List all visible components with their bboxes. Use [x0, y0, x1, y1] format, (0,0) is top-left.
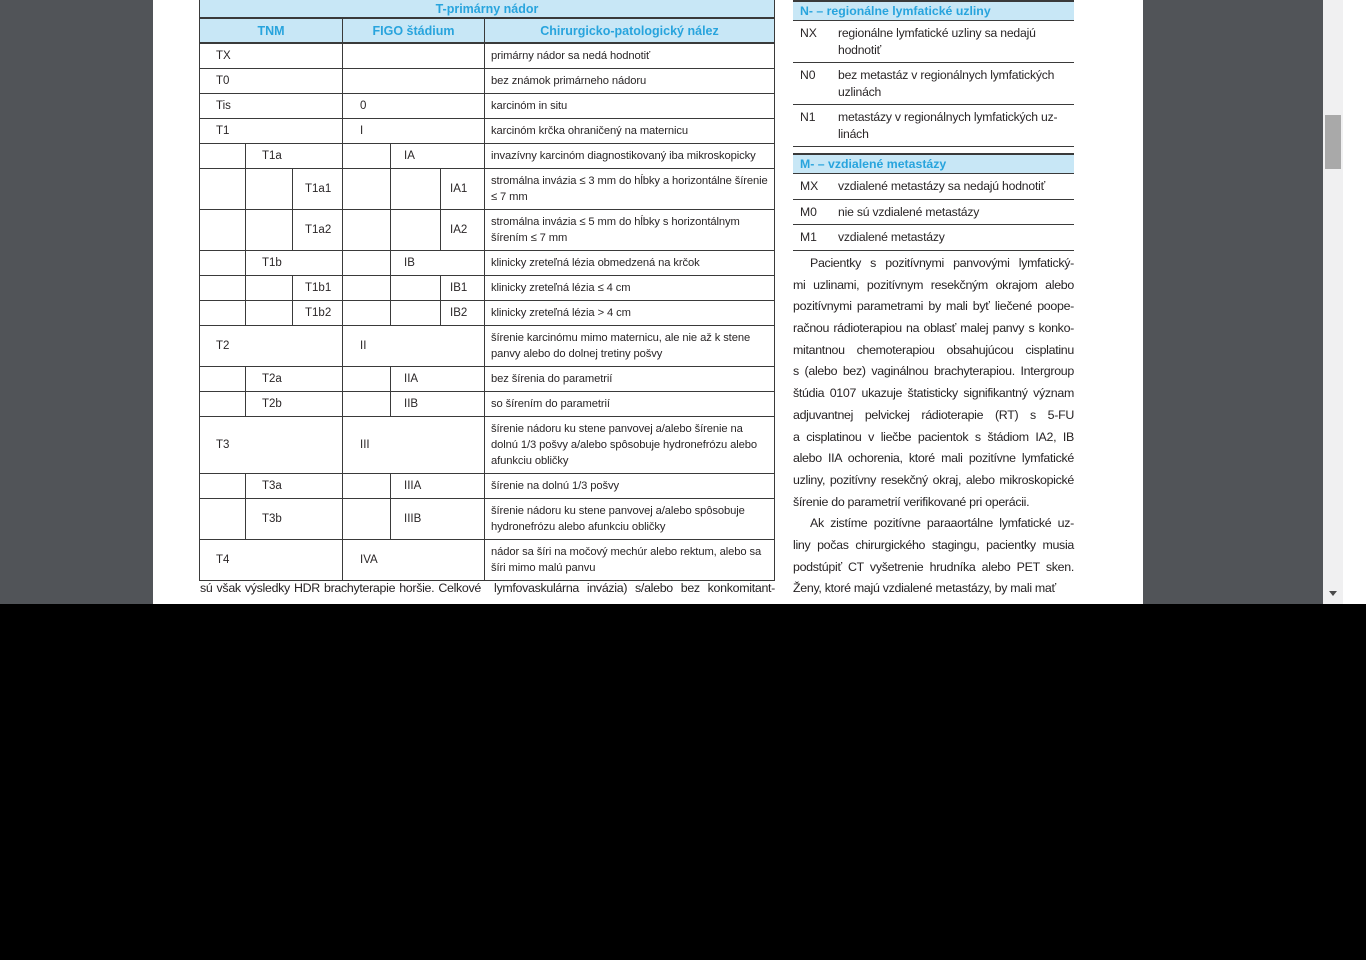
code-cell: T4 [200, 540, 343, 580]
code-cell: IIIB [391, 499, 485, 539]
empty-cell [343, 276, 391, 300]
finding-cell: šírenie nádoru ku stene panvovej a/alebo šírenie na dolnú 1/3 pošvy a/alebo spôsobuje hydronefrózu alebo afunkciu obličky [491, 423, 757, 467]
paragraph-line: podstúpiť CT vyšetrenie hrudníka alebo PET sken. [793, 559, 1074, 574]
finding-cell: bez známok primárneho nádoru [491, 75, 647, 87]
empty-cell [246, 276, 293, 300]
finding-cell: bez šírenia do parametrií [491, 373, 613, 385]
desc-cell: vzdialené metastázy sa nedajú hodnotiť [838, 179, 1046, 193]
empty-cell [391, 169, 441, 209]
empty-cell [200, 392, 246, 416]
table-row [200, 119, 774, 144]
code-cell: MX [800, 179, 819, 193]
paragraph-line: mitantnou chemoterapiou obsahujúcou cisplatinu [793, 342, 1074, 357]
empty-cell [343, 392, 391, 416]
classification-row [793, 63, 1074, 105]
t-classification-table [199, 0, 775, 581]
left-column-text-line: sú však výsledky HDR brachyterapie horšie. Celkové [200, 581, 481, 595]
paragraph-line: adjuvantnej pelvickej rádioterapie (RT) s 5-FU [793, 407, 1074, 422]
body-paragraphs [793, 253, 1074, 600]
section-header: N- – regionálne lymfatické uzliny [793, 0, 1074, 21]
finding-cell: stromálna invázia ≤ 5 mm do hĺbky s horizontálnym šírením ≤ 7 mm [491, 216, 740, 244]
code-cell: T1a [246, 144, 343, 168]
empty-cell [200, 367, 246, 391]
empty-cell [246, 169, 293, 209]
classification-row [793, 200, 1074, 226]
code-cell: IB1 [441, 276, 485, 300]
triangle-down-icon [1329, 591, 1337, 596]
scrollbar-track[interactable] [1323, 0, 1343, 604]
code-cell: T2 [200, 326, 343, 366]
code-cell: T1b1 [293, 276, 343, 300]
paragraph-line: a cisplatinou v liečbe pacientok s štádiom IA2, IB [793, 429, 1074, 444]
finding-cell: invazívny karcinóm diagnostikovaný iba mikroskopicky [491, 150, 756, 162]
paragraph-line: uzliny, pozitívny resekčný okraj, alebo mikroskopické [793, 472, 1074, 487]
code-cell: T1 [200, 119, 343, 143]
empty-cell [343, 44, 485, 68]
empty-cell [391, 301, 441, 325]
empty-cell [200, 499, 246, 539]
classification-row [793, 105, 1074, 147]
code-cell: N1 [800, 110, 816, 124]
t-table-title: T-primárny nádor [200, 0, 774, 19]
table-row [200, 392, 774, 417]
paragraph-line: Pacientky s pozitívnymi panvovými lymfatický- [810, 256, 1074, 270]
table-row [200, 301, 774, 326]
code-cell: IIB [391, 392, 485, 416]
column-header-tnm: TNM [200, 19, 343, 42]
empty-cell [200, 276, 246, 300]
finding-cell: šírenie karcinómu mimo maternicu, ale nie až k stene panvy alebo do dolnej tretiny pošvy [491, 332, 751, 360]
table-row [200, 276, 774, 301]
code-cell: T0 [200, 69, 343, 93]
paragraph-line: s (alebo bez) vaginálnou brachyterapiou. Intergroup [793, 364, 1074, 379]
empty-cell [343, 251, 391, 275]
code-cell: IB2 [441, 301, 485, 325]
empty-cell [343, 474, 391, 498]
empty-cell [200, 474, 246, 498]
table-row [200, 169, 774, 210]
code-cell: M1 [800, 230, 817, 244]
code-cell: IA [391, 144, 485, 168]
empty-cell [343, 301, 391, 325]
finding-cell: stromálna invázia ≤ 3 mm do hĺbky a horizontálne šírenie ≤ 7 mm [491, 175, 768, 203]
t-table-header-row [200, 19, 774, 44]
code-cell: NX [800, 26, 817, 40]
desc-cell: nie sú vzdialené metastázy [838, 204, 980, 219]
classification-row [793, 21, 1074, 63]
code-cell: Tis [200, 94, 343, 118]
table-row [200, 540, 774, 581]
finding-cell: nádor sa šíri na močový mechúr alebo rektum, alebo sa šíri mimo malú panvu [491, 546, 762, 574]
code-cell: T3b [246, 499, 343, 539]
empty-cell [343, 144, 391, 168]
code-cell: T2b [246, 392, 343, 416]
code-cell: T1a2 [293, 210, 343, 250]
table-row [200, 417, 774, 474]
desc-cell: regionálne lymfatické uzliny sa nedajú hodnotiť [838, 26, 1036, 57]
table-row [200, 499, 774, 540]
empty-cell [200, 144, 246, 168]
code-cell: N0 [800, 68, 816, 82]
code-cell: IVA [343, 540, 485, 580]
classification-row [793, 174, 1074, 200]
finding-cell: šírenie nádoru ku stene panvovej a/alebo spôsobuje hydronefrózu alebo afunkciu obličky [491, 505, 745, 533]
code-cell: T1b2 [293, 301, 343, 325]
code-cell: II [343, 326, 485, 366]
empty-cell [200, 210, 246, 250]
empty-cell [246, 301, 293, 325]
paragraph-line: pozitívnymi parametrami by mali byť liečené poope- [793, 299, 1074, 314]
code-cell: T2a [246, 367, 343, 391]
middle-column-text-line: lymfovaskulárna invázia) s/alebo bez konkomitant- [494, 581, 775, 595]
code-cell: 0 [343, 94, 485, 118]
scroll-down-button[interactable] [1323, 584, 1343, 602]
code-cell: III [343, 417, 485, 473]
table-row [200, 251, 774, 276]
finding-cell: šírenie na dolnú 1/3 pošvy [491, 480, 620, 492]
paragraph-line: račnou rádioterapiou na oblasť malej panvy s konko- [793, 321, 1074, 336]
finding-cell: klinicky zreteľná lézia > 4 cm [491, 307, 631, 319]
code-cell: T3 [200, 417, 343, 473]
paragraph-line: liny počas chirurgického stagingu, pacientky musia [793, 537, 1074, 552]
empty-cell [391, 210, 441, 250]
empty-cell [200, 301, 246, 325]
table-row [200, 326, 774, 367]
paragraph-line: šírenie do parametrií verifikované pri operácii. [793, 494, 1030, 509]
nm-classification-column [793, 0, 1074, 251]
empty-cell [343, 499, 391, 539]
scrollbar-thumb[interactable] [1325, 115, 1341, 169]
empty-cell [200, 251, 246, 275]
empty-cell [343, 367, 391, 391]
paragraph-line: Ženy, ktoré majú vzdialené metastázy, by mali mať [793, 581, 1056, 596]
section-header: M- – vzdialené metastázy [793, 153, 1074, 174]
table-row [200, 144, 774, 169]
code-cell: M0 [800, 204, 817, 219]
finding-cell: klinicky zreteľná lézia ≤ 4 cm [491, 282, 631, 294]
classification-section [793, 0, 1074, 147]
desc-cell: metastázy v regionálnych lymfatických uz- linách [838, 110, 1058, 141]
finding-cell: klinicky zreteľná lézia obmedzená na krčok [491, 257, 700, 269]
table-row [200, 44, 774, 69]
column-header-nalez: Chirurgicko-patologický nález [540, 23, 719, 38]
code-cell: T3a [246, 474, 343, 498]
code-cell: IIA [391, 367, 485, 391]
classification-section [793, 153, 1074, 251]
paragraph-line: alebo IIA ochorenia, ktoré mali pozitívne lymfatické [793, 451, 1074, 466]
code-cell: IB [391, 251, 485, 275]
paragraph-line: Ak zistíme pozitívne paraaortálne lymfatické uz- [810, 516, 1074, 531]
document-page [153, 0, 1143, 604]
table-row [200, 94, 774, 119]
code-cell: IA1 [441, 169, 485, 209]
code-cell: T1b [246, 251, 343, 275]
code-cell: IIIA [391, 474, 485, 498]
table-row [200, 367, 774, 392]
empty-cell [343, 210, 391, 250]
t-table-rows [200, 44, 774, 581]
finding-cell: so šírením do parametrií [491, 398, 610, 410]
column-header-figo: FIGO štádium [343, 19, 485, 42]
finding-cell: karcinóm in situ [491, 100, 568, 112]
empty-cell [343, 69, 485, 93]
paragraph-line: mi uzlinami, pozitívnym resekčným okrajom alebo [793, 277, 1074, 292]
paragraph-line: štúdia 0107 ukazuje štatisticky signifikantný význam [793, 386, 1074, 401]
classification-row [793, 225, 1074, 251]
code-cell: T1a1 [293, 169, 343, 209]
empty-cell [343, 169, 391, 209]
table-row [200, 474, 774, 499]
finding-cell: karcinóm krčka ohraničený na maternicu [491, 125, 689, 137]
code-cell: I [343, 119, 485, 143]
code-cell: IA2 [441, 210, 485, 250]
table-row [200, 210, 774, 251]
desc-cell: bez metastáz v regionálnych lymfatických uzlinách [838, 68, 1055, 99]
finding-cell: primárny nádor sa nedá hodnotiť [491, 50, 651, 62]
table-row [200, 69, 774, 94]
code-cell: TX [200, 44, 343, 68]
right-margin-strip [1343, 0, 1366, 604]
desc-cell: vzdialené metastázy [838, 230, 945, 244]
empty-cell [246, 210, 293, 250]
empty-cell [391, 276, 441, 300]
empty-cell [200, 169, 246, 209]
